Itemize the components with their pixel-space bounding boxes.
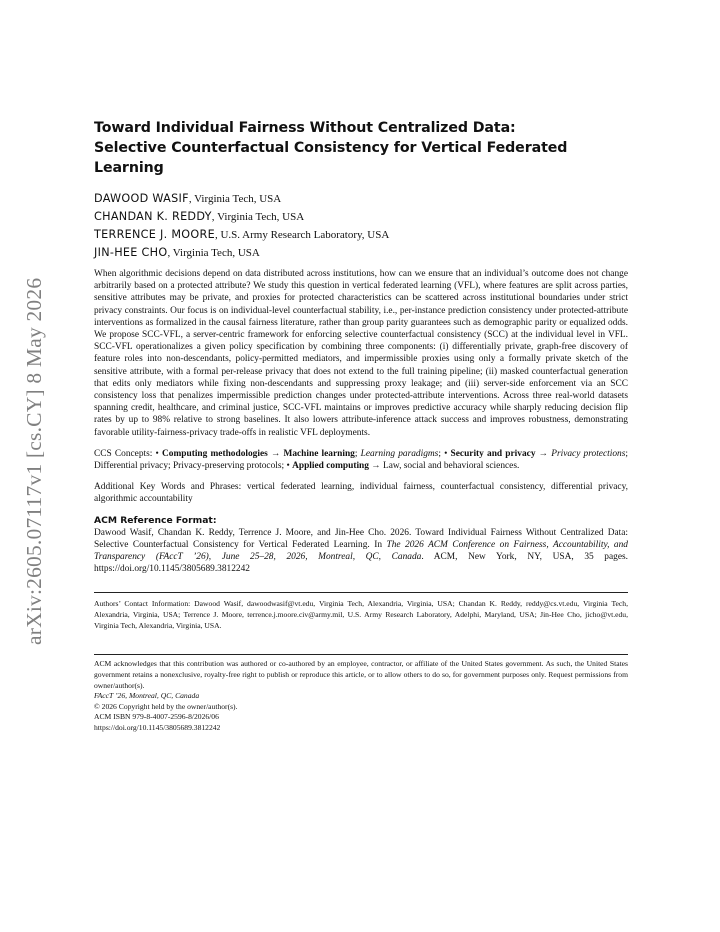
- title-line-1: Toward Individual Fairness Without Centralized Data:: [94, 120, 516, 136]
- ccs-concept: Privacy protections: [551, 448, 626, 459]
- author-contact-info: Authors’ Contact Information: Dawood Wasif, dawoodwasif@vt.edu, Virginia Tech, Alexandria, Virginia, USA; Chandan K. Reddy, reddy@cs.vt.edu, Virginia Tech, Alexandria, Virginia, USA; Terrence J. Moore, terrence.j.moore.civ@army.mil, U.S. Army Research Laboratory, Adelphi, Maryland, USA; Jin-Hee Cho, jicho@vt.edu, Virginia Tech, Alexandria, Virginia, USA.: [94, 599, 628, 631]
- author-affiliation: , Virginia Tech, USA: [188, 193, 282, 205]
- ccs-concept: Computing methodologies: [162, 448, 268, 459]
- divider: [94, 592, 628, 593]
- ccs-arrow: →: [368, 461, 384, 472]
- acm-reference: [94, 527, 628, 576]
- copyright-footer: [94, 659, 628, 733]
- ccs-concept: Machine learning: [283, 448, 355, 459]
- conference-name: FAccT ’26, Montreal, QC, Canada: [94, 691, 200, 701]
- reference-venue: The 2026 ACM Conference on Fairness, Accountability, and Transparency (FAccT ’26), June 25–28, 2026, Montreal, QC, Canada: [94, 539, 628, 563]
- author-entry: [94, 244, 628, 262]
- ccs-concept: Security and privacy: [450, 448, 536, 459]
- ccs-separator: ;: [354, 448, 361, 459]
- ccs-concept: Applied computing: [292, 461, 369, 472]
- paper-title: [94, 118, 628, 178]
- author-affiliation: , U.S. Army Research Laboratory, USA: [214, 229, 390, 241]
- government-notice: ACM acknowledges that this contribution was authored or co-authored by an employee, contractor, or affiliate of the United States government. As such, the United States government retains a nonexclusive, royalty-free right to publish or reproduce this article, or to allow others to do so, for government purposes only. Request permissions from owner/author(s).: [94, 659, 628, 690]
- ccs-concepts: [94, 448, 628, 472]
- author-entry: [94, 208, 628, 226]
- author-name: JIN-HEE CHO: [94, 246, 168, 259]
- author-entry: [94, 190, 628, 208]
- author-list: [94, 190, 628, 262]
- ccs-separator: ; •: [438, 448, 451, 459]
- copyright-line: © 2026 Copyright held by the owner/author(s).: [94, 701, 238, 711]
- author-name: TERRENCE J. MOORE: [94, 228, 215, 241]
- divider: [94, 654, 628, 655]
- ccs-arrow: →: [267, 448, 284, 459]
- author-affiliation: , Virginia Tech, USA: [167, 247, 260, 259]
- ccs-bullet: •: [155, 448, 162, 459]
- author-name: DAWOOD WASIF: [94, 192, 189, 205]
- title-line-2: Selective Counterfactual Consistency for Vertical Federated Learning: [94, 140, 568, 176]
- ccs-concept: Law, social and behavioral sciences.: [383, 461, 520, 472]
- abstract: When algorithmic decisions depend on data distributed across institutions, how can we ensure that an individual’s outcome does not change arbitrarily based on a protected attribute? We study this question in vertical federated learning (VFL), where features are split across parties, sensitive attributes may be private, and proxies for protected characteristics can be scattered across institutional boundaries under strict privacy constraints. Our focus is on individual-level counterfactual stability, i.e., per-instance prediction consistency under protected-attribute interventions as formalized in the causal fairness literature, rather than group parity guarantees such as demographic parity or equalized odds. We propose SCC-VFL, a server-centric framework for enforcing selective counterfactual consistency (SCC) at the individual level in VFL. SCC-VFL operationalizes a given policy specification by combining three components: (i) differentially private, graph-free discovery of feature roles into non-descendants, policy-permitted mediators, and impermissible proxies using only a formally private sketch of the sensitive attribute, with a formal per-release privacy that does not extend to the full training pipeline; (ii) masked counterfactual generation that edits only mediators while fixing non-descendants and suppressing proxy leakage; and (iii) server-side enforcement via an SCC consistency loss that penalizes impermissible prediction changes under protected-attribute interventions. Across three real-world datasets spanning credit, healthcare, and criminal justice, SCC-VFL maintains or improves predictive accuracy while sharply reducing decision flip rates by up to 98% relative to strong baselines. It also lowers attribute-inference attack success and improves robustness, demonstrating favorable utility-fairness-privacy trade-offs in realistic VFL deployments.: [94, 269, 628, 438]
- keywords: Additional Key Words and Phrases: vertical federated learning, individual fairness, counterfactual consistency, differential privacy, algorithmic accountability: [94, 482, 628, 505]
- reference-text: . ACM, New York, NY, USA, 35 pages. https://doi.org/10.1145/3805689.3812242: [94, 552, 628, 575]
- arxiv-identifier: arXiv:2605.07117v1 [cs.CY] 8 May 2026: [22, 277, 46, 645]
- author-entry: [94, 226, 628, 244]
- ccs-concept: ; Differential privacy; Privacy-preserving protocols; •: [94, 448, 628, 472]
- ccs-arrow: →: [535, 448, 552, 459]
- acm-reference-heading: ACM Reference Format:: [94, 514, 217, 526]
- author-name: CHANDAN K. REDDY: [94, 210, 212, 223]
- author-affiliation: , Virginia Tech, USA: [211, 211, 305, 223]
- reference-text: Dawood Wasif, Chandan K. Reddy, Terrence J. Moore, and Jin-Hee Cho. 2026. Toward Individual Fairness Without Centralized Data: Selective Counterfactual Consistency for Vertical Federated Learning. In: [94, 527, 628, 550]
- ccs-label: CCS Concepts:: [94, 448, 156, 459]
- paper-first-page: [94, 118, 628, 734]
- isbn-line: ACM ISBN 979-8-4007-2596-8/2026/06: [94, 712, 219, 722]
- doi-link[interactable]: https://doi.org/10.1145/3805689.3812242: [94, 723, 221, 733]
- ccs-concept: Learning paradigms: [360, 448, 439, 459]
